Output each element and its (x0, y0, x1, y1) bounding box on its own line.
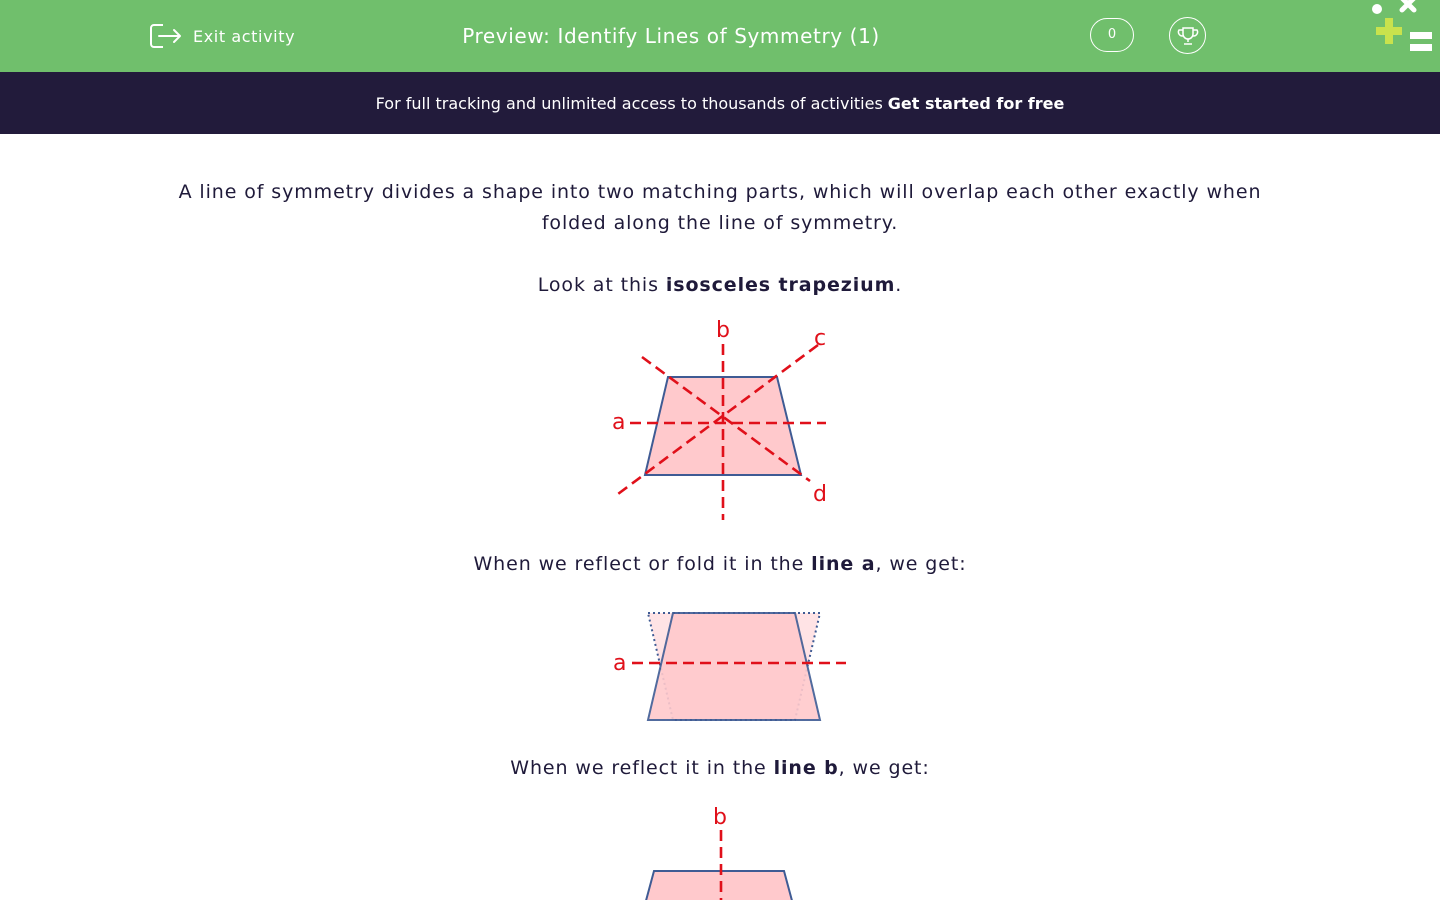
fold-a-prefix: When we reflect or fold it in the (473, 553, 805, 575)
label-a: a (613, 651, 627, 676)
fold-a-line: line a (811, 553, 876, 575)
exit-activity-button[interactable] (149, 20, 295, 52)
shape-name: isosceles trapezium (665, 274, 896, 296)
fold-a-suffix: , we get: (875, 553, 967, 575)
fold-b-paragraph (150, 753, 1290, 784)
top-bar (0, 0, 1440, 72)
trophy-button[interactable] (1169, 17, 1206, 54)
label-d: d (813, 482, 827, 507)
trophy-icon (1177, 25, 1199, 47)
lesson-content (0, 134, 1440, 900)
signup-banner (0, 72, 1440, 134)
look-suffix: . (895, 274, 903, 296)
label-a: a (612, 410, 626, 435)
original-shape (648, 613, 820, 720)
trapezium-shape (645, 377, 801, 475)
look-paragraph (150, 270, 1290, 301)
page-title: Preview: Identify Lines of Symmetry (1) (462, 24, 880, 48)
reflection-b-diagram (620, 798, 820, 900)
trapezium-symmetry-diagram (600, 312, 840, 524)
intro-line-1: A line of symmetry divides a shape into two matching parts, which will overlap each other exactly when (178, 181, 1262, 203)
exit-icon (149, 22, 183, 50)
reflection-a-diagram (600, 604, 860, 726)
intro-paragraph (150, 177, 1290, 239)
banner-text: For full tracking and unlimited access to thousands of activities (375, 93, 883, 113)
edplace-logo (1368, 0, 1440, 60)
look-prefix: Look at this (537, 274, 659, 296)
label-b: b (716, 318, 730, 343)
label-c: c (814, 326, 827, 351)
exit-activity-label: Exit activity (193, 26, 296, 46)
trapezium-shape (630, 871, 808, 900)
intro-line-2: folded along the line of symmetry. (541, 212, 899, 234)
label-b: b (713, 805, 727, 830)
fold-b-prefix: When we reflect it in the (510, 757, 767, 779)
score-counter: 0 (1090, 18, 1134, 52)
fold-b-line: line b (773, 757, 839, 779)
get-started-link[interactable]: Get started for free (887, 93, 1065, 113)
fold-b-suffix: , we get: (838, 757, 930, 779)
fold-a-paragraph (150, 549, 1290, 580)
